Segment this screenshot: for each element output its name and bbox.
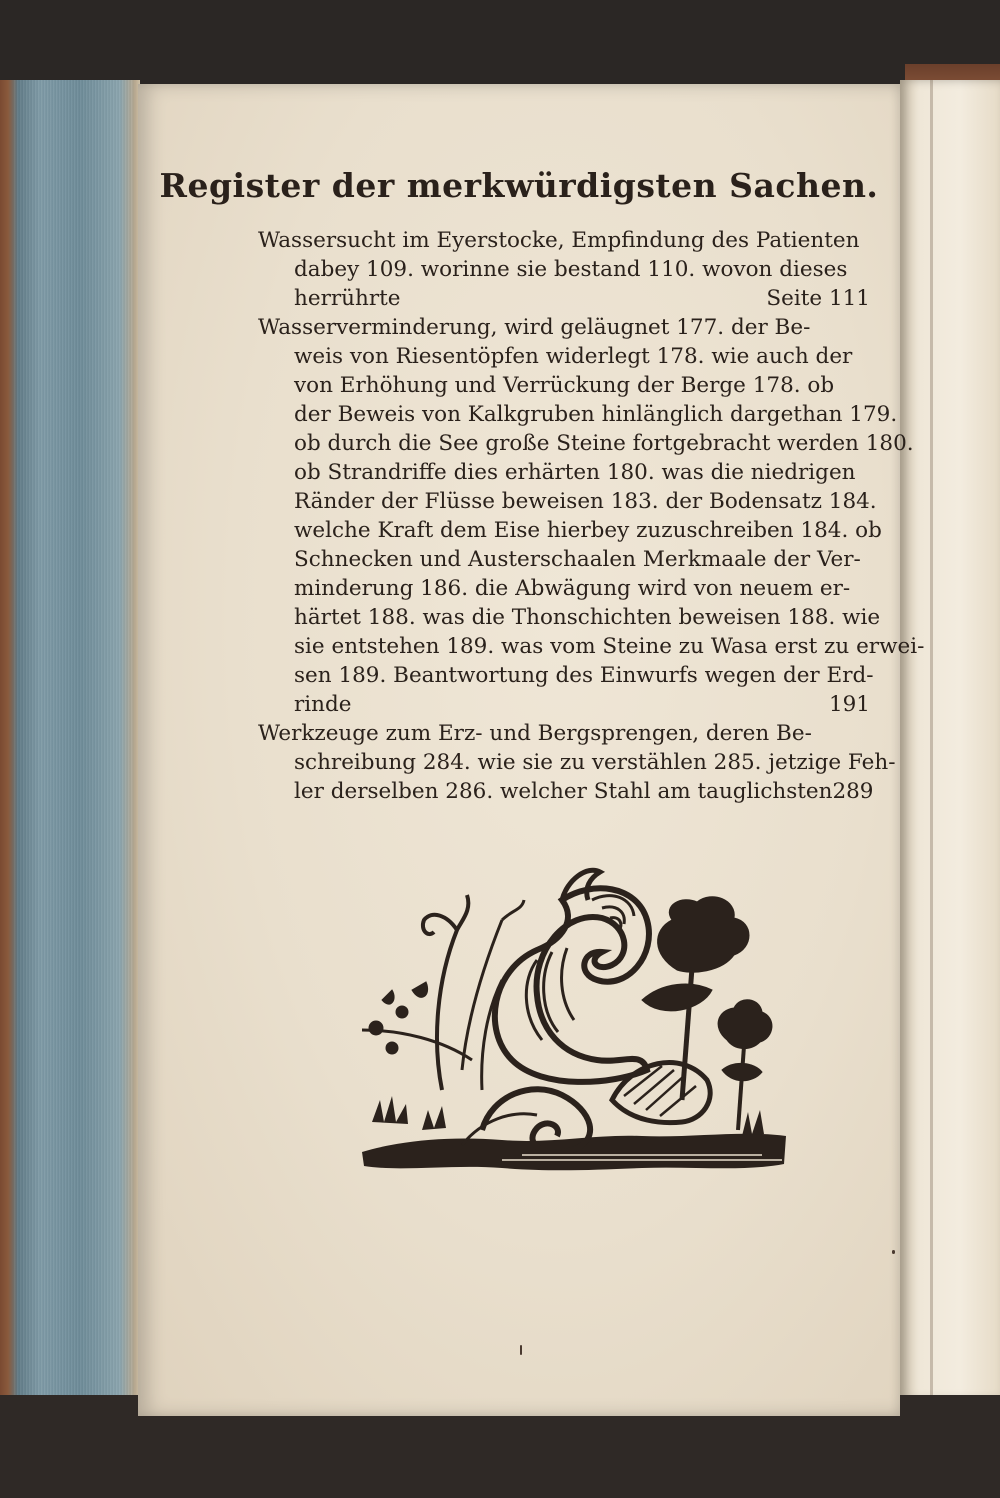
page-gutter [930, 80, 933, 1400]
register-entry [258, 226, 870, 313]
entry-line [258, 458, 870, 487]
entry-line [258, 487, 877, 516]
page-reference: Seite 111 [766, 286, 870, 311]
entry-line-text: herrührte [294, 286, 401, 311]
entry-line [258, 400, 898, 429]
entry-line-text: dabey 109. worinne sie bestand 110. wovon dieses [294, 257, 848, 282]
page-header: Register der merkwürdigsten Sachen. [159, 166, 879, 205]
entry-line [258, 632, 925, 661]
entry-line-text: der Beweis von Kalkgruben hinlänglich dargethan 179. [294, 402, 898, 427]
entry-line-text: ob Strandriffe dies erhärten 180. was die niedrigen [294, 460, 856, 485]
entry-line [258, 603, 881, 632]
page-reference: 191 [828, 692, 870, 717]
entry-line-text: ler derselben 286. welcher Stahl am tauglichsten [294, 779, 833, 804]
entry-line-text: Wasserverminderung, wird geläugnet 177. der Be- [258, 315, 811, 340]
entry-line [258, 719, 870, 748]
page-right-edge [900, 80, 1000, 1400]
entry-line [258, 661, 874, 690]
entry-line-text: Wassersucht im Eyerstocke, Empfindung des Patienten [258, 228, 860, 253]
rococo-vignette-icon [362, 860, 790, 1178]
page-reference: 289 [832, 779, 874, 804]
entry-line [258, 690, 870, 719]
entry-line-text: sie entstehen 189. was vom Steine zu Wasa erst zu erwei- [294, 634, 925, 659]
entry-line [258, 545, 870, 574]
entry-line-text: schreibung 284. wie sie zu verstählen 285. jetzige Feh- [294, 750, 896, 775]
register-entry [258, 313, 925, 719]
entry-line-text: minderung 186. die Abwägung wird von neuem er- [294, 576, 851, 601]
entry-line-text: ob durch die See große Steine fortgebracht werden 180. [294, 431, 914, 456]
entry-line [258, 574, 870, 603]
page-block-left [0, 80, 140, 1400]
entry-line [258, 371, 870, 400]
entry-line [258, 313, 870, 342]
entry-line [258, 516, 882, 545]
entry-line [258, 429, 914, 458]
page-edges [14, 80, 134, 1400]
entry-line [258, 748, 896, 777]
entry-line-text: weis von Riesentöpfen widerlegt 178. wie auch der [294, 344, 853, 369]
entry-line-text: welche Kraft dem Eise hierbey zuzuschreiben 184. ob [294, 518, 882, 543]
entry-line-text: von Erhöhung und Verrückung der Berge 178. ob [294, 373, 835, 398]
paper-speck [520, 1345, 522, 1355]
register-entry [258, 719, 896, 806]
entry-line [258, 255, 870, 284]
entry-line-text: Werkzeuge zum Erz- und Bergsprengen, deren Be- [258, 721, 812, 746]
register-entries [258, 226, 925, 806]
entry-line-text: härtet 188. was die Thonschichten beweisen 188. wie [294, 605, 881, 630]
entry-line-text: Ränder der Flüsse beweisen 183. der Bodensatz 184. [294, 489, 877, 514]
entry-line [258, 226, 870, 255]
entry-line-text: rinde [294, 692, 352, 717]
background-top [0, 0, 1000, 80]
entry-line [258, 342, 870, 371]
paper-speck [892, 1250, 895, 1254]
entry-line-text: sen 189. Beantwortung des Einwurfs wegen der Erd- [294, 663, 874, 688]
entry-line [258, 284, 870, 313]
entry-line [258, 777, 874, 806]
entry-line-text: Schnecken und Austerschaalen Merkmaale der Ver- [294, 547, 861, 572]
